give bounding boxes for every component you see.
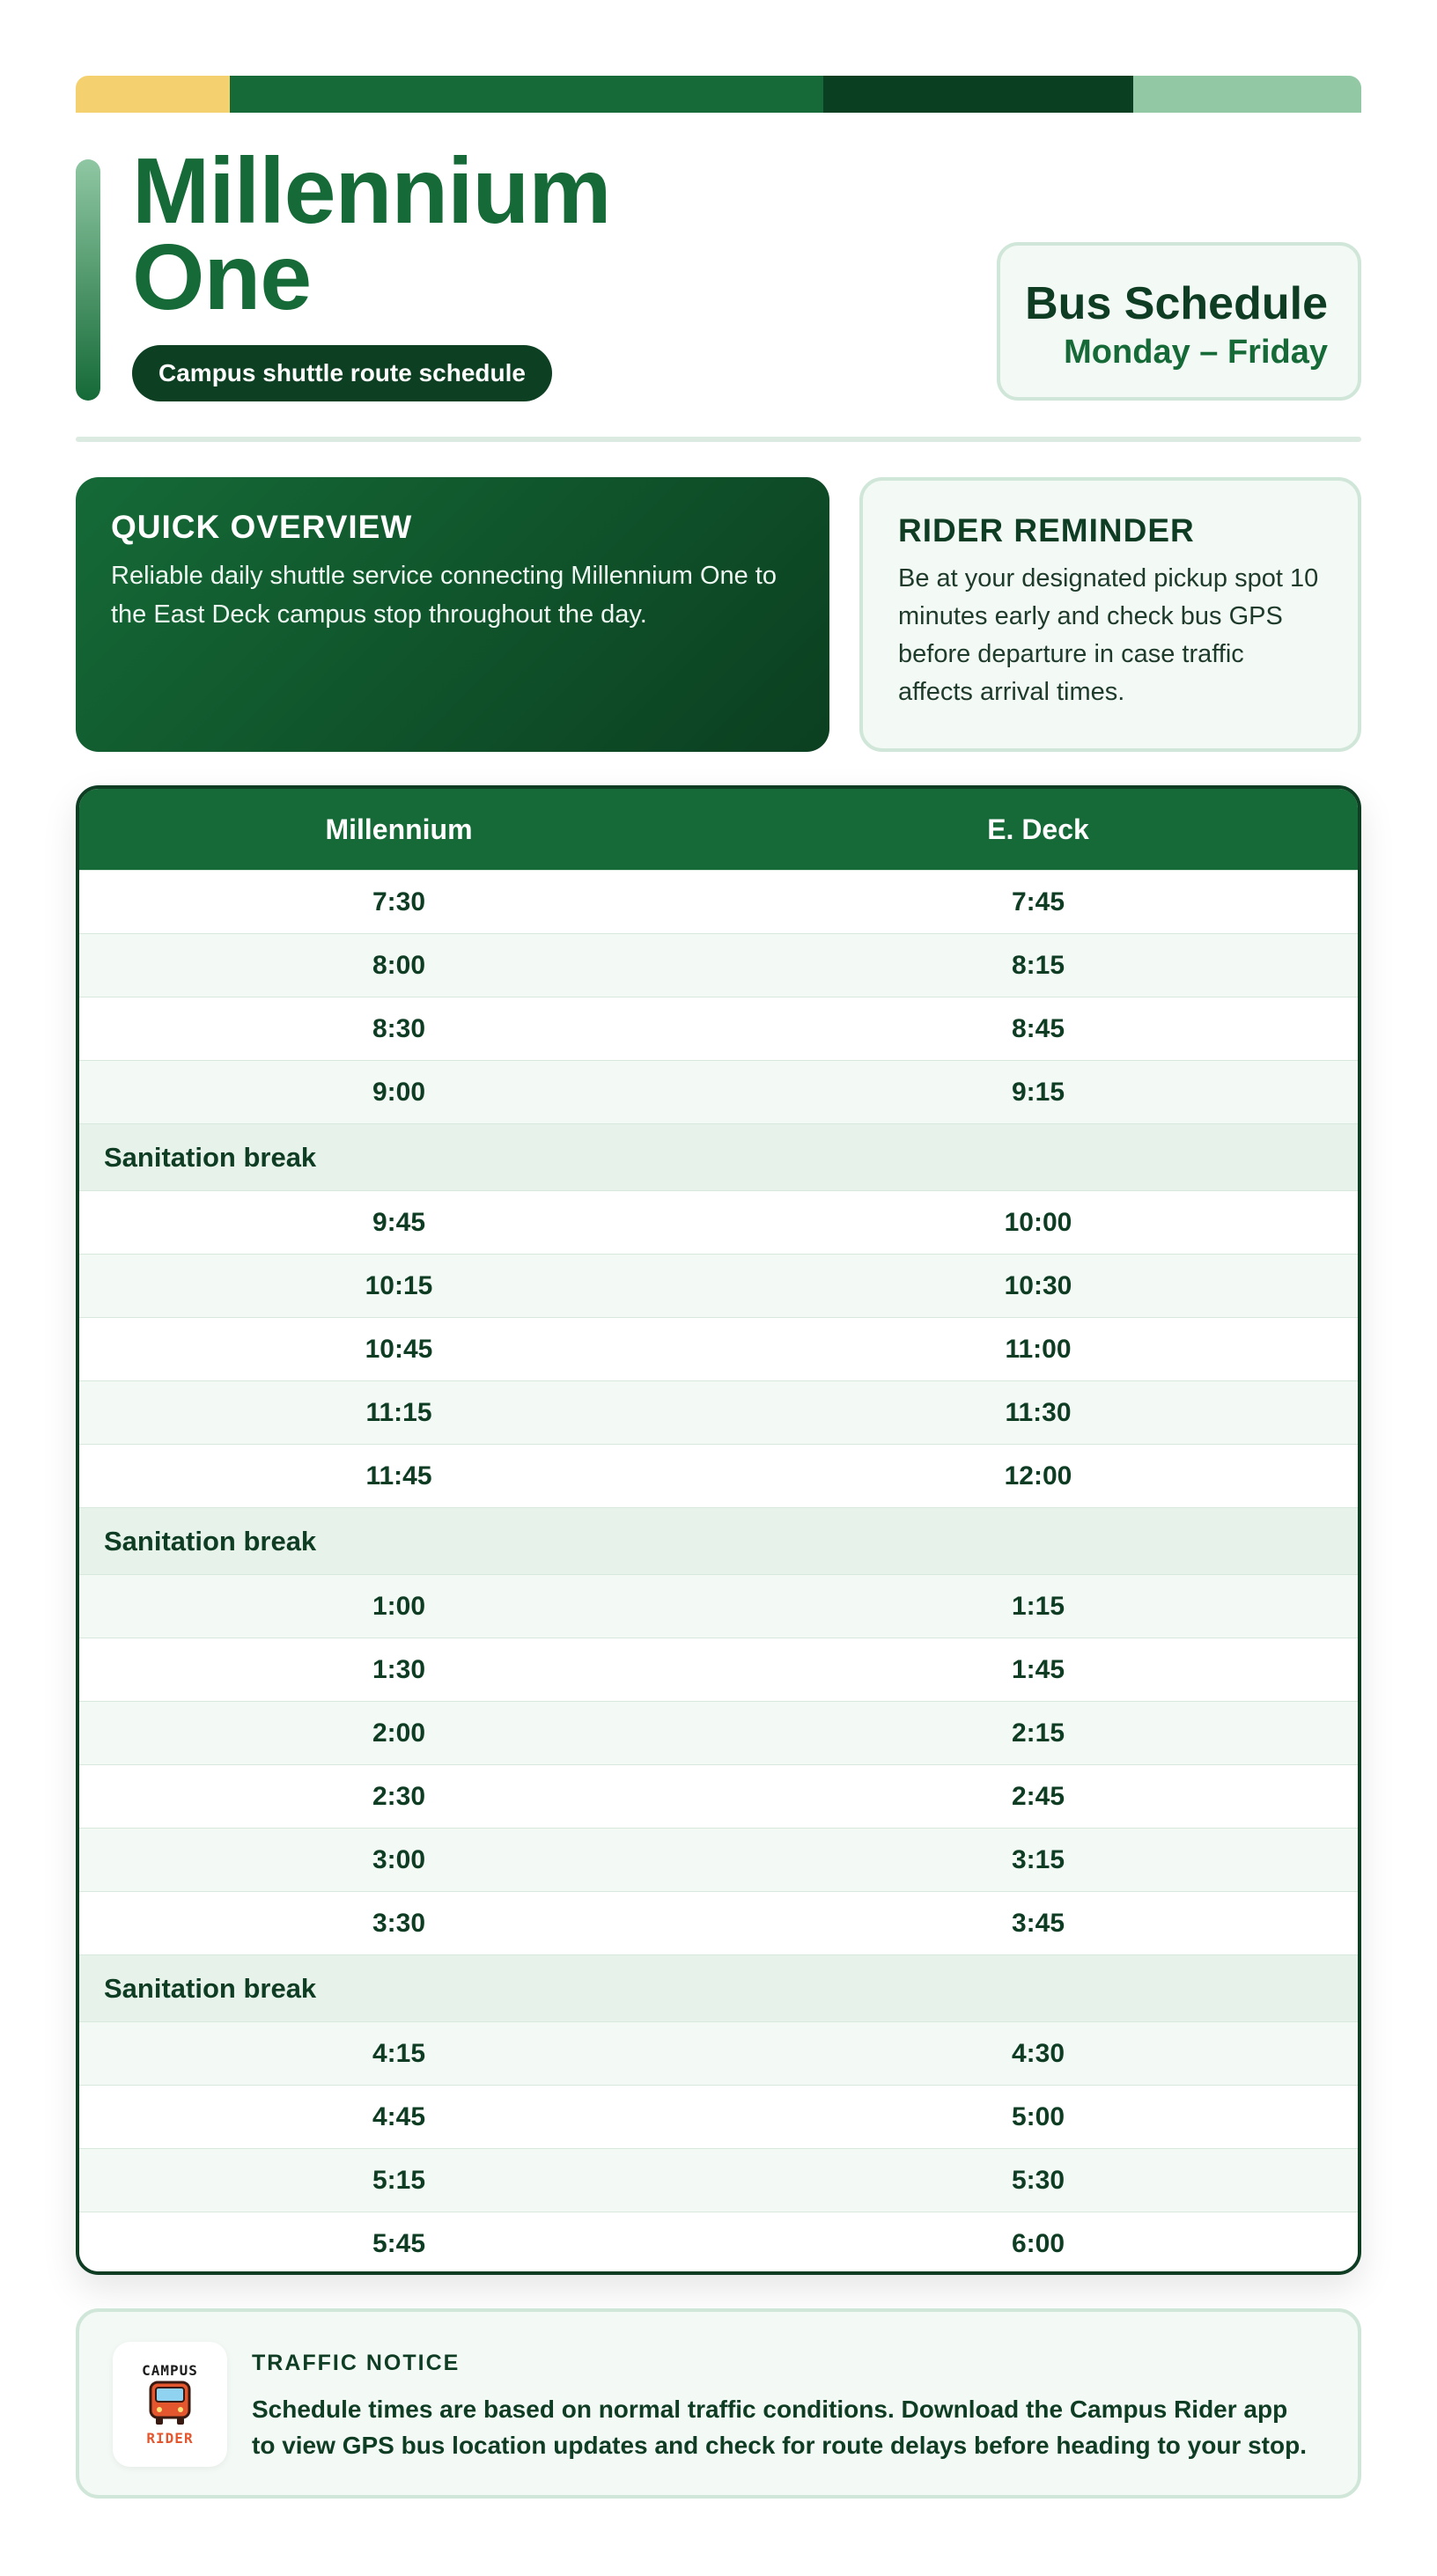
title-accent-bar [76,159,100,401]
millennium-time: 4:15 [372,2038,426,2068]
break-row [79,1123,1358,1190]
edeck-time: 11:00 [1005,1334,1072,1364]
edeck-time: 9:15 [1011,1077,1065,1107]
edeck-time: 4:30 [1011,2038,1065,2068]
millennium-time: 9:45 [372,1207,426,1237]
color-bar-yellow [76,76,230,113]
millennium-time: 8:30 [372,1013,426,1043]
millennium-time: 5:45 [372,2228,426,2258]
table-row [79,1254,1358,1317]
edeck-time: 1:45 [1011,1654,1065,1684]
title-line-1: Millennium [132,139,611,243]
table-row [79,933,1358,997]
reminder-text: Be at your designated pickup spot 10 minutes early and check bus GPS before departure in case traffic affects arrival times. [898,564,1319,706]
edeck-time: 5:30 [1011,2165,1065,2195]
edeck-time: 2:15 [1011,1718,1065,1748]
notice-heading: TRAFFIC NOTICE [252,2351,461,2375]
edeck-time: 3:45 [1011,1908,1065,1938]
header-divider [76,437,1361,442]
edeck-time: 10:00 [1004,1207,1072,1237]
table-row [79,870,1358,933]
color-bar-dark [823,76,1133,113]
edeck-time: 11:30 [1005,1397,1072,1427]
reminder-heading: RIDER REMINDER [898,512,1195,548]
table-row [79,1380,1358,1444]
millennium-time: 11:15 [365,1397,432,1427]
edeck-time: 1:15 [1011,1591,1065,1621]
millennium-time: 11:45 [365,1461,432,1490]
schedule-badge [997,242,1361,401]
overview-heading: QUICK OVERVIEW [111,509,413,545]
edeck-time: 5:00 [1011,2101,1065,2131]
table-row [79,1701,1358,1764]
schedule-table [76,785,1361,2275]
table-row [79,1317,1358,1380]
table-row [79,1764,1358,1828]
table-row [79,2148,1358,2212]
logo-text-bottom: RIDER [146,2430,194,2447]
schedule-days: Monday – Friday [1064,334,1328,371]
overview-text: Reliable daily shuttle service connecting Millennium One to the East Deck campus stop throughout the day. [111,562,777,629]
break-row [79,1507,1358,1574]
table-row [79,1638,1358,1701]
top-color-bar [76,76,1361,113]
millennium-time: 5:15 [372,2165,426,2195]
table-row [79,2085,1358,2148]
column-header-edeck: E. Deck [987,813,1089,845]
table-header [79,789,1358,870]
break-label: Sanitation break [104,1525,317,1557]
subtitle-pill: Campus shuttle route schedule [132,345,552,401]
edeck-time: 12:00 [1004,1461,1072,1490]
table-row [79,997,1358,1060]
bus-icon [144,2379,196,2430]
table-row [79,2021,1358,2085]
millennium-time: 1:30 [372,1654,426,1684]
millennium-time: 3:00 [372,1844,426,1874]
quick-overview-card [76,477,829,752]
table-row [79,1891,1358,1954]
millennium-time: 1:00 [372,1591,426,1621]
edeck-time: 7:45 [1011,887,1065,916]
edeck-time: 8:45 [1011,1013,1065,1043]
title-line-2: One [132,225,312,329]
edeck-time: 3:15 [1011,1844,1065,1874]
break-row [79,1954,1358,2021]
rider-reminder-card [859,477,1361,752]
table-body [79,870,1358,2275]
millennium-time: 2:00 [372,1718,426,1748]
edeck-time: 10:30 [1004,1270,1072,1300]
break-label: Sanitation break [104,1141,317,1173]
color-bar-light [1133,76,1361,113]
campus-rider-logo [113,2342,227,2467]
millennium-time: 2:30 [372,1781,426,1811]
color-bar-green [230,76,823,113]
break-label: Sanitation break [104,1972,317,2004]
millennium-time: 9:00 [372,1077,426,1107]
traffic-notice [76,2308,1361,2499]
millennium-time: 10:45 [365,1334,433,1364]
edeck-time: 2:45 [1011,1781,1065,1811]
millennium-time: 10:15 [365,1270,433,1300]
table-row [79,2212,1358,2275]
edeck-time: 8:15 [1011,950,1065,980]
column-header-millennium: Millennium [325,813,473,845]
notice-text: Schedule times are based on normal traffic conditions. Download the Campus Rider app to view GPS bus location updates and check for route delays before heading to your stop. [252,2396,1307,2459]
page-title [132,139,611,329]
table-row [79,1060,1358,1123]
millennium-time: 4:45 [372,2101,426,2131]
millennium-time: 8:00 [372,950,426,980]
millennium-time: 7:30 [372,887,426,916]
edeck-time: 6:00 [1011,2228,1065,2258]
table-row [79,1828,1358,1891]
table-row [79,1190,1358,1254]
logo-text-top: CAMPUS [142,2362,198,2379]
millennium-time: 3:30 [372,1908,426,1938]
schedule-title: Bus Schedule [1025,278,1328,329]
table-row [79,1444,1358,1507]
table-row [79,1574,1358,1638]
